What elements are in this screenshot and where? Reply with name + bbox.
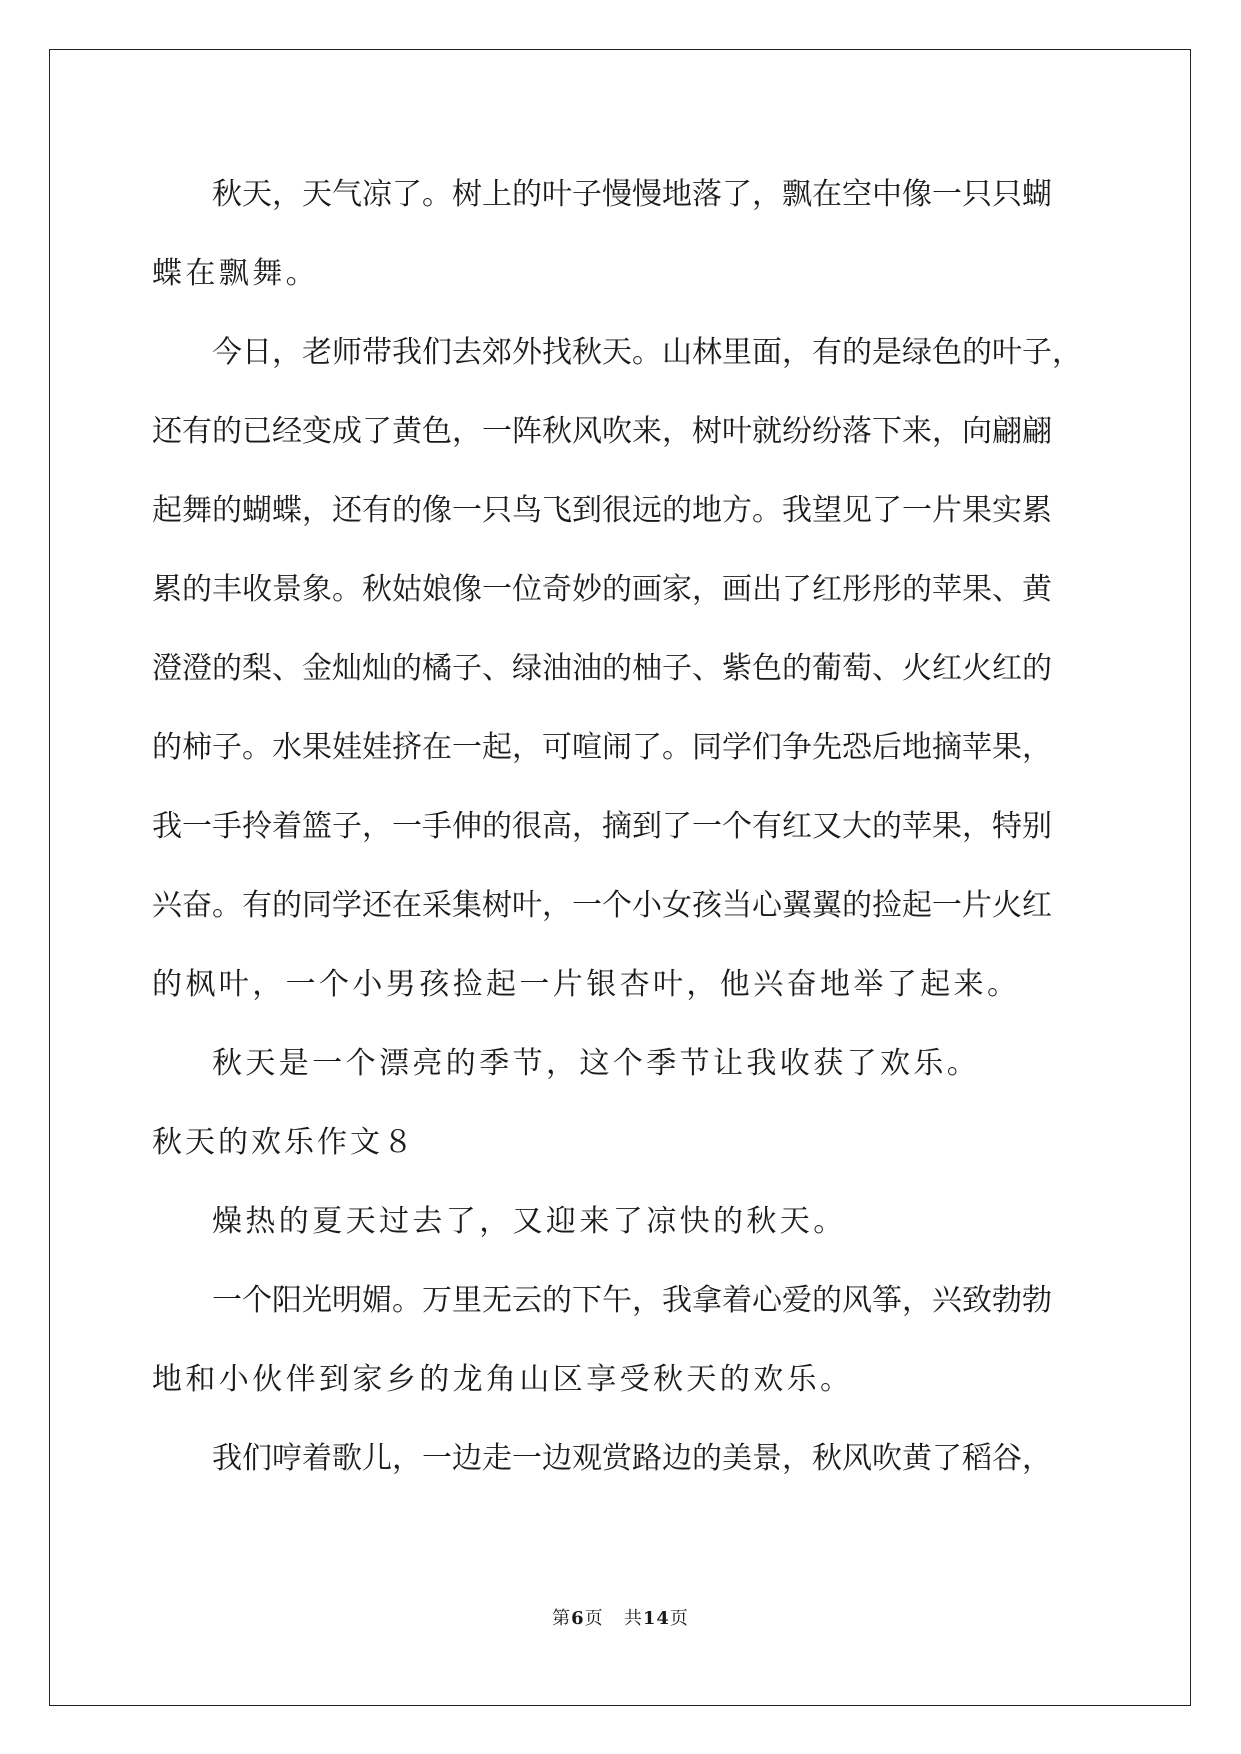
footer-total-prefix: 共 xyxy=(623,1608,643,1629)
paragraph xyxy=(152,1182,1087,1261)
document-body xyxy=(152,155,1087,1498)
footer-page-suffix: 页 xyxy=(584,1608,604,1629)
text-line: 起舞的蝴蝶，还有的像一只鸟飞到很远的地方。我望见了一片果实累 xyxy=(152,493,1052,528)
paragraph xyxy=(152,313,1087,1024)
text-line: 还有的已经变成了黄色，一阵秋风吹来，树叶就纷纷落下来，向翩翩 xyxy=(152,414,1052,449)
text-line: 澄澄的梨、金灿灿的橘子、绿油油的柚子、紫色的葡萄、火红火红的 xyxy=(152,651,1052,686)
text-line: 秋天的欢乐作文８ xyxy=(152,1125,416,1160)
paragraph xyxy=(152,1261,1087,1419)
footer-total-suffix: 页 xyxy=(669,1608,689,1629)
paragraph xyxy=(152,1024,1087,1103)
page-footer xyxy=(0,1604,1241,1630)
text-line: 燥热的夏天过去了，又迎来了凉快的秋天。 xyxy=(212,1204,847,1239)
paragraph xyxy=(152,1419,1087,1498)
text-line: 兴奋。有的同学还在采集树叶，一个小女孩当心翼翼的捡起一片火红 xyxy=(152,888,1052,923)
text-line: 一个阳光明媚。万里无云的下午，我拿着心爱的风筝，兴致勃勃 xyxy=(212,1283,1052,1318)
section-heading xyxy=(152,1103,1087,1182)
text-line: 的柿子。水果娃娃挤在一起，可喧闹了。同学们争先恐后地摘苹果， xyxy=(152,730,1052,765)
text-line: 我们哼着歌儿，一边走一边观赏路边的美景，秋风吹黄了稻谷， xyxy=(212,1441,1052,1476)
text-line: 蝶在飘舞。 xyxy=(152,256,319,291)
text-line: 我一手拎着篮子，一手伸的很高，摘到了一个有红又大的苹果，特别 xyxy=(152,809,1052,844)
text-line: 今日，老师带我们去郊外找秋天。山林里面，有的是绿色的叶子， xyxy=(212,335,1082,370)
text-line: 累的丰收景象。秋姑娘像一位奇妙的画家，画出了红彤彤的苹果、黄 xyxy=(152,572,1052,607)
text-line: 的枫叶，一个小男孩捡起一片银杏叶，他兴奋地举了起来。 xyxy=(152,967,1021,1002)
text-line: 秋天是一个漂亮的季节，这个季节让我收获了欢乐。 xyxy=(212,1046,981,1081)
footer-prefix: 第 xyxy=(552,1608,572,1629)
footer-total-pages: 14 xyxy=(642,1608,670,1629)
paragraph xyxy=(152,155,1087,313)
text-line: 地和小伙伴到家乡的龙角山区享受秋天的欢乐。 xyxy=(152,1362,854,1397)
text-line: 秋天，天气凉了。树上的叶子慢慢地落了，飘在空中像一只只蝴 xyxy=(212,177,1052,212)
footer-page-number: 6 xyxy=(571,1608,585,1629)
